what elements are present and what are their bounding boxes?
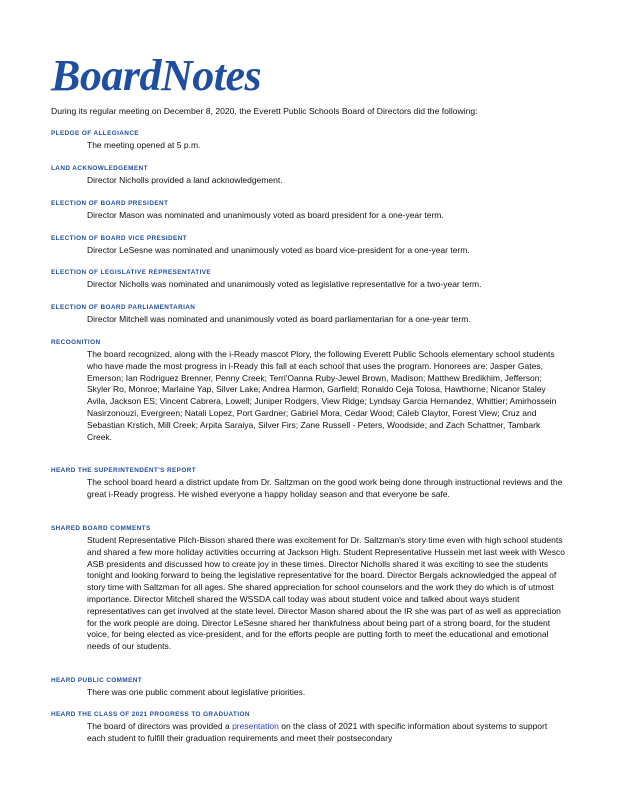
masthead-title: BoardNotes xyxy=(51,51,262,100)
section-board-comments xyxy=(51,524,566,653)
section-graduation-progress xyxy=(51,710,566,745)
section-heading: HEARD THE CLASS OF 2021 PROGRESS TO GRADUATION xyxy=(51,711,250,718)
section-body: The meeting opened at 5 p.m. xyxy=(87,140,201,150)
section-body: Director Nicholls provided a land acknowledgement. xyxy=(87,175,283,185)
section-heading: RECOGNITION xyxy=(51,339,101,346)
section-heading: ELECTION OF BOARD PARLIAMENTARIAN xyxy=(51,304,196,311)
section-board-president xyxy=(51,199,566,222)
section-body: Director Mason was nominated and unanimously voted as board president for a one-year term. xyxy=(87,210,444,220)
section-recognition xyxy=(51,338,566,443)
section-parliamentarian xyxy=(51,303,566,326)
section-heading: ELECTION OF LEGISLATIVE REPRESENTATIVE xyxy=(51,269,212,276)
section-heading: ELECTION OF BOARD PRESIDENT xyxy=(51,200,169,207)
section-public-comment xyxy=(51,676,566,699)
section-heading: ELECTION OF BOARD VICE PRESIDENT xyxy=(51,235,188,242)
section-body: Director LeSesne was nominated and unanimously voted as board vice-president for a one-year term. xyxy=(87,245,470,255)
section-heading: PLEDGE OF ALLEGIANCE xyxy=(51,130,140,137)
section-legislative-representative xyxy=(51,268,566,291)
section-board-vice-president xyxy=(51,234,566,257)
presentation-link[interactable]: presentation xyxy=(232,721,279,731)
section-body: Director Nicholls was nominated and unanimously voted as legislative representative for a two-year term. xyxy=(87,279,482,289)
section-body: The board recognized, along with the i-Ready mascot Plory, the following Everett Public Schools elementary school students who have made the most progress in i-Ready this fall at each school that uses the program. Honorees are: Jasper Gates, Emerson; Ian Rodriguez Brenner, Penny Creek; Terri'Oanna Ruby-Jewel Brown, Madison; Matthew Bredikhim, Jefferson; Skyler Ro, Monroe; Marlaine Yap, Silver Lake; Andrea Harmon, Garfield; Ronaldo Ceja Tolosa, Hawthorne; Nicanor Staley Avila, Jackson ES; Vincent Cabrera, Lowell; Juniper Rodgers, View Ridge; Lyndsay Garcia Hernandez, Whittier; Amirhossein Nasirzonouzi, Evergreen; Natali Lopez, Port Gardner; Gabriel Mora, Cedar Wood; Caleb Claytor, Forest View; Cruz and Sebastian Krstich, Mill Creek; Arpita Saraiya, Silver Firs; Zane Russell - Peters, Woodside; and Zach Schattner, Tambark Creek. xyxy=(87,349,557,442)
section-land-acknowledgement xyxy=(51,164,566,187)
section-heading: HEARD THE SUPERINTENDENT'S REPORT xyxy=(51,467,197,474)
body-text-before: The board of directors was provided a xyxy=(87,721,233,731)
section-pledge xyxy=(51,129,566,152)
body-text-after: on the class of 2021 with specific information about systems to support each student to fulfill their graduation requirements and meet their postsecondary xyxy=(87,721,548,743)
section-body: Director Mitchell was nominated and unanimously voted as board parliamentarian for a one-year term. xyxy=(87,314,471,324)
section-body: There was one public comment about legislative priorities. xyxy=(87,687,306,697)
section-heading: LAND ACKNOWLEDGEMENT xyxy=(51,165,148,172)
section-body: The school board heard a district update from Dr. Saltzman on the good work being done through instructional reviews and the great i-Ready progress. He wished everyone a happy holiday season and that everyone be safe. xyxy=(87,477,563,499)
intro-paragraph: During its regular meeting on December 8, 2020, the Everett Public Schools Board of Directors did the following: xyxy=(51,106,478,116)
section-body: Student Representative Pilch-Bisson shared there was excitement for Dr. Saltzman's story time even with high school students and shared a few more holiday activities occurring at Jackson High. Student Representative Hussein met last week with Wesco ASB presidents and discussed how to create joy in these times. Director Nicholls shared it was exciting to see the students tonight and looking forward to being the legislative representative for the board. Director Bergals acknowledged the appeal of story time with Saltzman for all ages. She shared appreciation for school counselors and the work they do which is of utmost importance. Director Mitchell shared the WSSDA call today was about student voice and talked about ways student representatives can get involved at the state level. Director Mason shared about the IR she was part of as well as appreciation for the work people are doing. Director LeSesne shared her thankfulness about being part of a strong board, for the student voice, for being elected as vice-president, and for the efforts people are putting forth to meet the educational and emotional needs of our students. xyxy=(87,535,565,652)
section-body xyxy=(87,721,566,745)
section-heading: HEARD PUBLIC COMMENT xyxy=(51,677,143,684)
section-superintendent-report xyxy=(51,466,566,501)
section-heading: SHARED BOARD COMMENTS xyxy=(51,525,151,532)
